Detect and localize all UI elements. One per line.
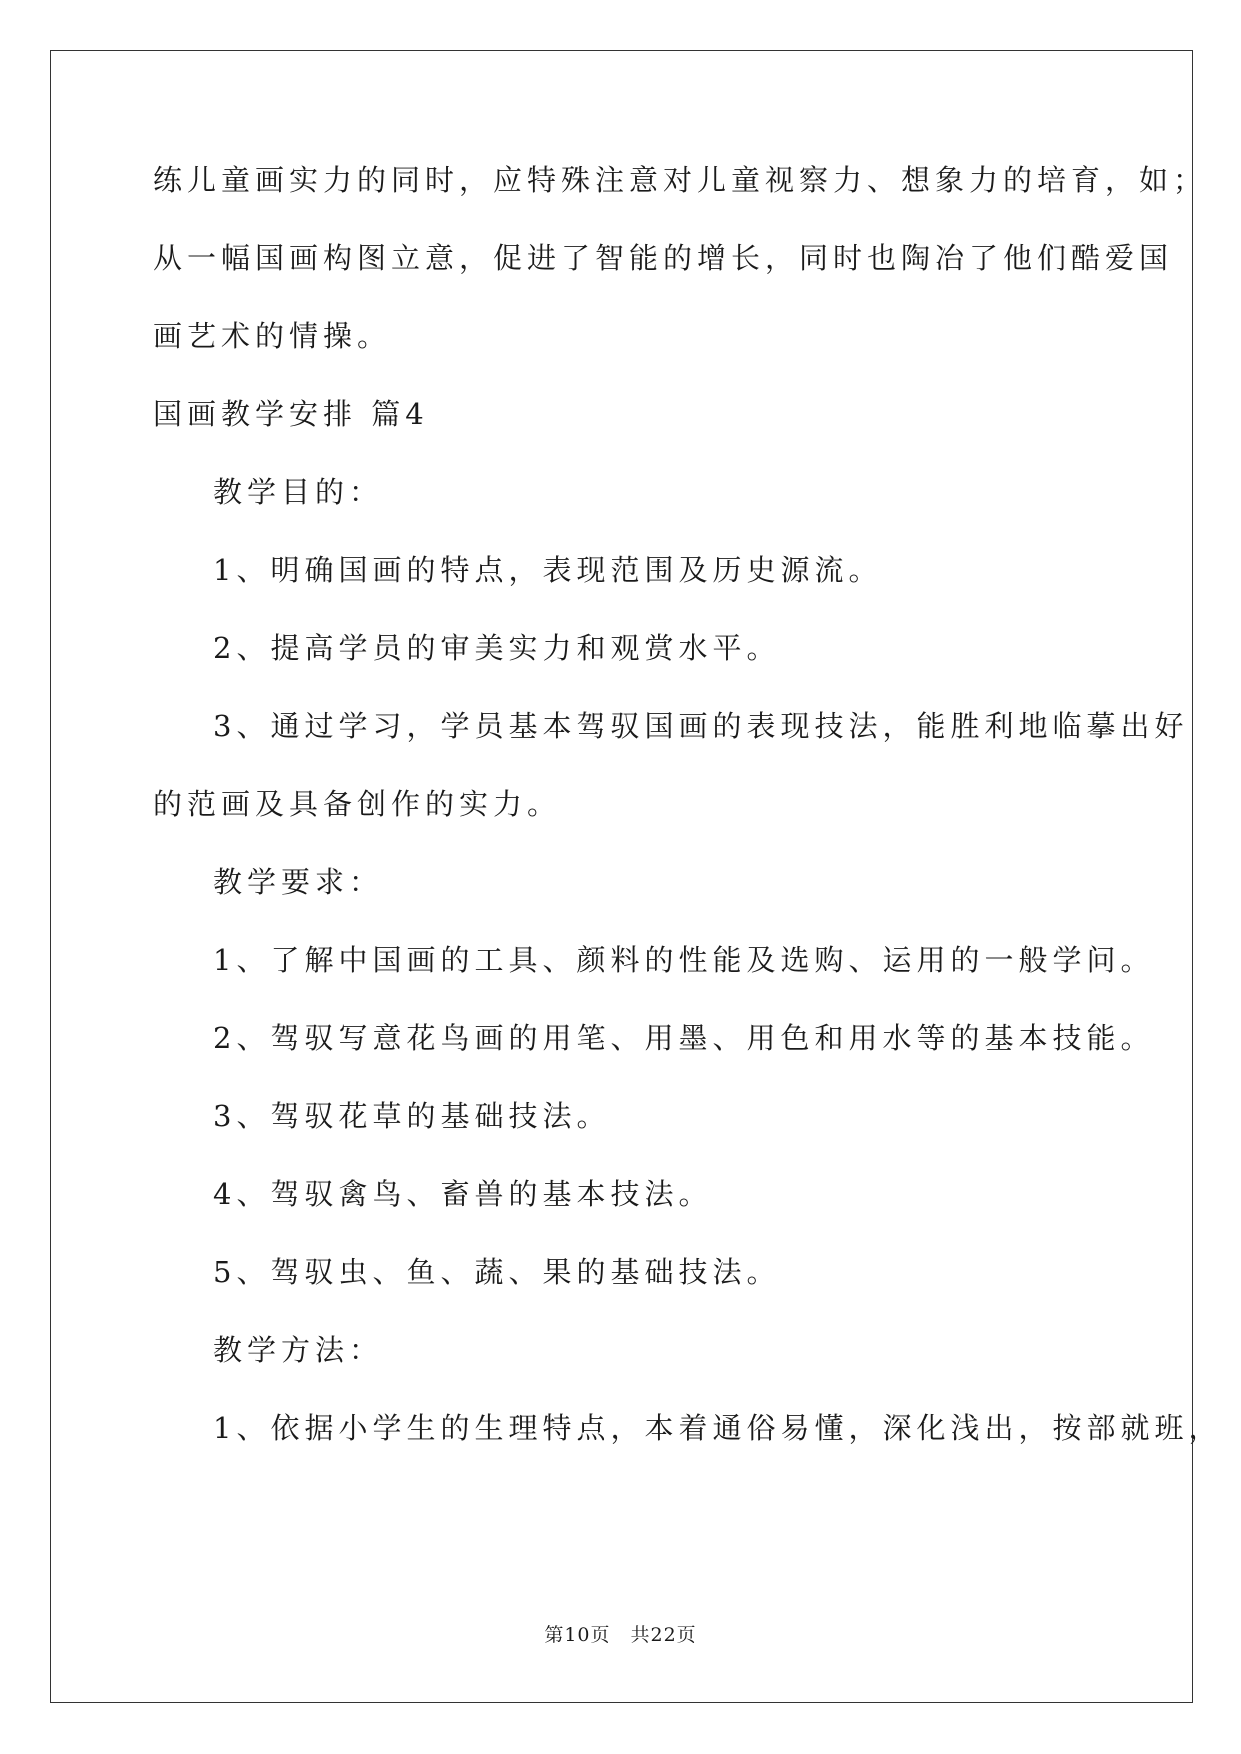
subheading-teaching-methods: 教学方法： [213, 1333, 384, 1367]
list-item: 4、驾驭禽鸟、畜兽的基本技法。 [213, 1177, 713, 1211]
list-item: 3、驾驭花草的基础技法。 [213, 1099, 611, 1133]
section-heading: 国画教学安排 篇4 [153, 397, 429, 431]
list-item: 2、驾驭写意花鸟画的用笔、用墨、用色和用水等的基本技能。 [213, 1021, 1155, 1055]
list-item: 2、提高学员的审美实力和观赏水平。 [213, 631, 781, 665]
list-item-continuation: 的范画及具备创作的实力。 [153, 787, 562, 821]
paragraph-line: 练儿童画实力的同时，应特殊注意对儿童视察力、想象力的培育，如； [153, 163, 1208, 197]
list-item: 1、了解中国画的工具、颜料的性能及选购、运用的一般学问。 [213, 943, 1155, 977]
list-item: 1、依据小学生的生理特点，本着通俗易懂，深化浅出，按部就班， [213, 1411, 1223, 1445]
paragraph-line: 画艺术的情操。 [153, 319, 392, 353]
list-item: 1、明确国画的特点，表现范围及历史源流。 [213, 553, 883, 587]
list-item: 3、通过学习，学员基本驾驭国画的表现技法，能胜利地临摹出好 [213, 709, 1189, 743]
list-item: 5、驾驭虫、鱼、蔬、果的基础技法。 [213, 1255, 781, 1289]
subheading-teaching-goals: 教学目的： [213, 475, 384, 509]
subheading-teaching-requirements: 教学要求： [213, 865, 384, 899]
paragraph-line: 从一幅国画构图立意，促进了智能的增长，同时也陶冶了他们酷爱国 [153, 241, 1174, 275]
page-footer: 第10页 共22页 [544, 1624, 697, 1646]
